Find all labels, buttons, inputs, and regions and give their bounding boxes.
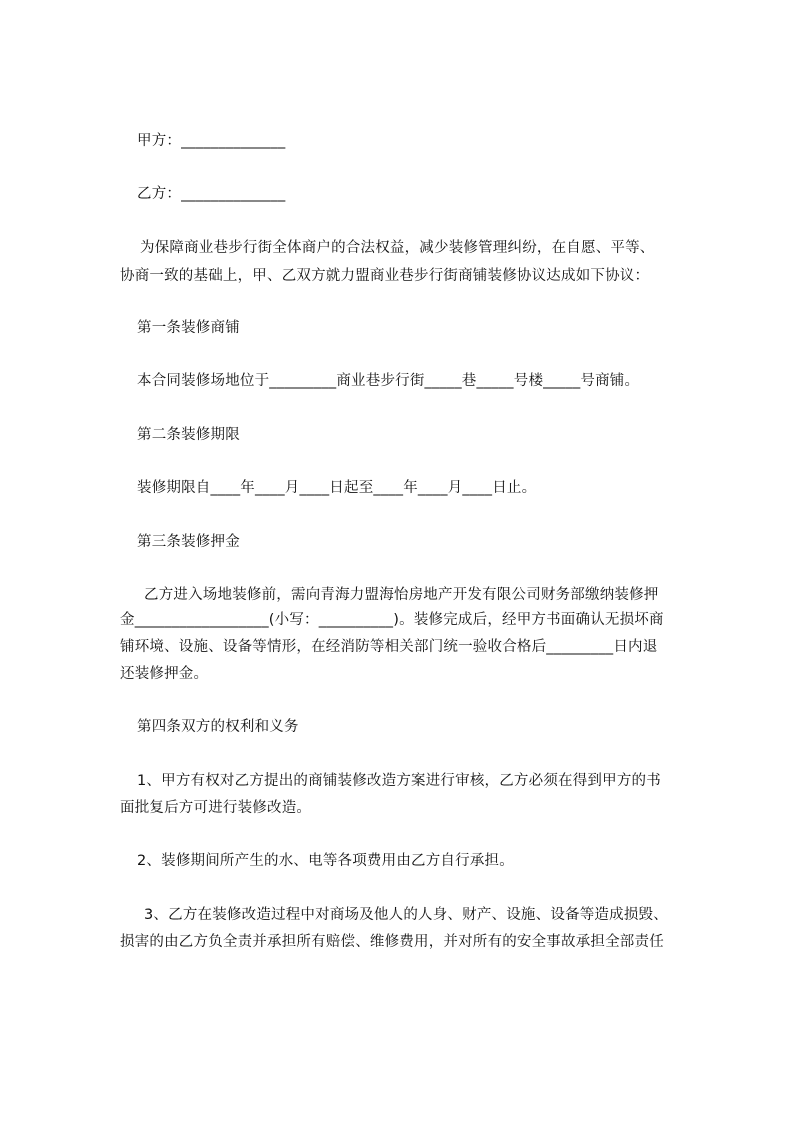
article-3-body-line-3: 铺环境、设施、设备等情形，在经消防等相关部门统一验收合格后_________日内退 — [120, 639, 658, 655]
intro-paragraph-line-1: 为保障商业巷步行街全体商户的合法权益，减少装修管理纠纷，在自愿、平等、 — [140, 240, 655, 256]
article-4-item-3-line-1: 3、乙方在装修改造过程中对商场及他人的人身、财产、设施、设备等造成损毁、 — [144, 907, 668, 923]
article-3-title: 第三条装修押金 — [137, 534, 240, 550]
article-1-body: 本合同装修场地位于_________商业巷步行街_____巷_____号楼_____号商铺。 — [137, 373, 640, 389]
article-4-item-2: 2、装修期间所产生的水、电等各项费用由乙方自行承担。 — [137, 853, 514, 869]
article-3-body-line-4: 还装修押金。 — [120, 666, 209, 682]
article-4-item-1-line-2: 面批复后方可进行装修改造。 — [120, 800, 312, 816]
article-2-body: 装修期限自____年____月____日起至____年____月____日止。 — [137, 480, 537, 496]
article-3-body-line-2: 金__________________(小写：__________)。装修完成后，经甲方书面确认无损坏商 — [120, 612, 664, 628]
article-2-title: 第二条装修期限 — [137, 427, 240, 443]
article-4-item-3-line-2: 损害的由乙方负全责并承担所有赔偿、维修费用，并对所有的安全事故承担全部责任 — [120, 934, 664, 950]
article-3-body-line-1: 乙方进入场地装修前，需向青海力盟海怡房地产开发有限公司财务部缴纳装修押 — [144, 587, 659, 603]
article-4-item-1-line-1: 1、甲方有权对乙方提出的商铺装修改造方案进行审核，乙方必须在得到甲方的书 — [137, 773, 661, 789]
intro-paragraph-line-2: 协商一致的基础上，甲、乙双方就力盟商业巷步行街商铺装修协议达成如下协议： — [120, 268, 650, 284]
article-1-title: 第一条装修商铺 — [137, 320, 240, 336]
article-4-title: 第四条双方的权利和义务 — [137, 719, 299, 735]
party-a-line: 甲方：______________ — [137, 133, 286, 149]
party-b-line: 乙方：______________ — [137, 186, 286, 202]
